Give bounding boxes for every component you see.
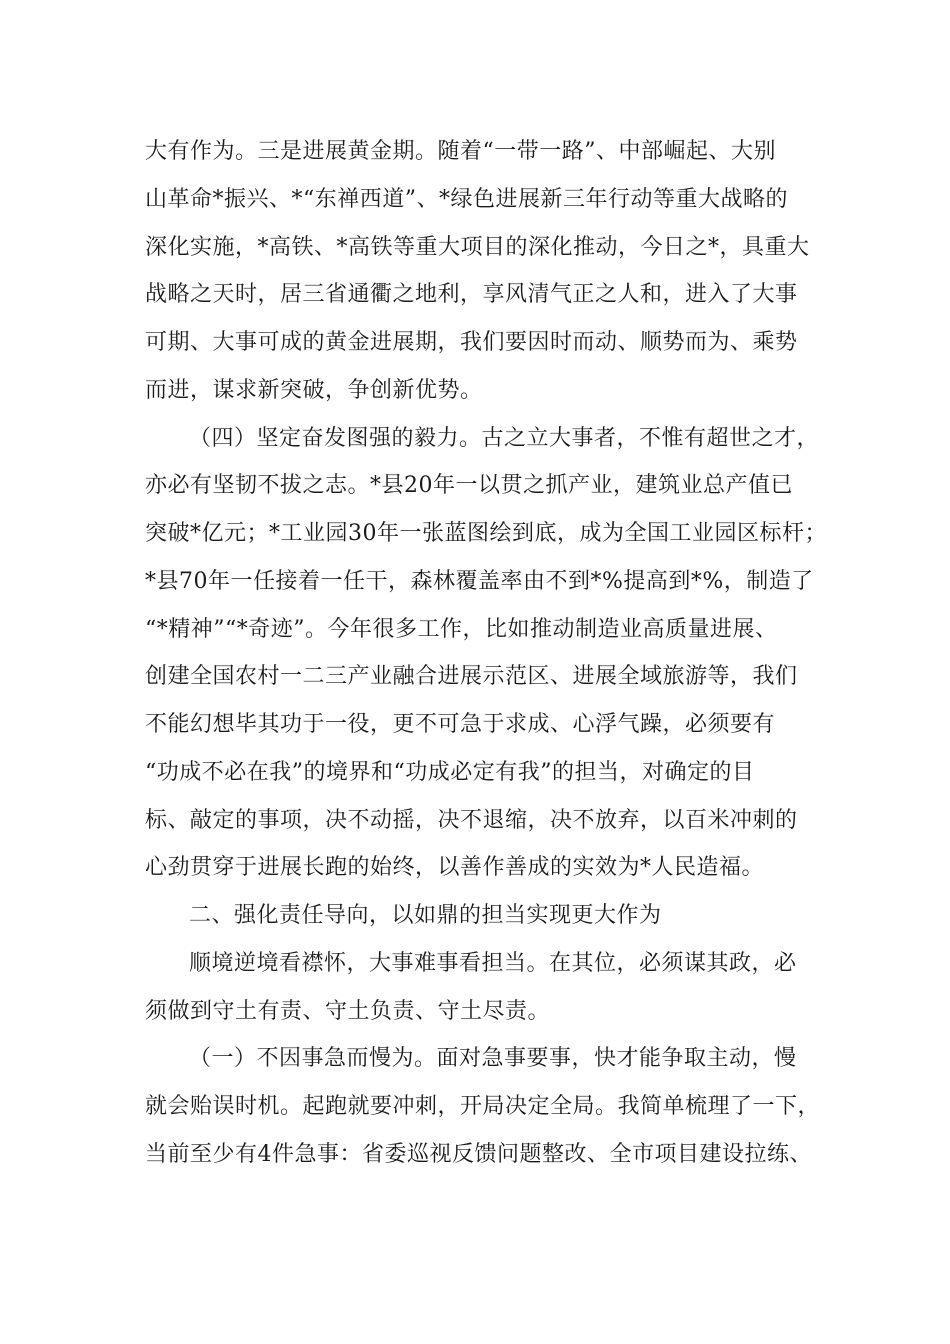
text-line: （一）不因事急而慢为。面对急事要事，快才能争取主动，慢: [189, 1046, 797, 1072]
text-line: “功成不必在我”的境界和“功成必定有我”的担当，对确定的目: [145, 759, 755, 785]
text-line: 顺境逆境看襟怀，大事难事看担当。在其位，必须谋其政，必: [189, 950, 797, 976]
text-line: 二、强化责任导向，以如鼎的担当实现更大作为: [189, 903, 662, 928]
text-line: “*精神”“*奇迹”。今年很多工作，比如推动制造业高质量进展、: [145, 616, 778, 642]
text-line: 突破*亿元；*工业园30年一张蓝图绘到底，成为全国工业园区标杆；: [145, 521, 827, 546]
text-line: 不能幻想毕其功于一役，更不可急于求成、心浮气躁，必须要有: [145, 712, 776, 737]
text-line: 而进，谋求新突破，争创新优势。: [145, 377, 483, 403]
text-line: 当前至少有4件急事：省委巡视反馈问题整改、全市项目建设拉练、: [145, 1141, 812, 1167]
text-line: 标、敲定的事项，决不动摇，决不退缩，决不放弃，以百米冲刺的: [145, 807, 798, 833]
text-line: 可期、大事可成的黄金进展期，我们要因时而动、顺势而为、乘势: [145, 330, 798, 355]
text-line: 深化实施，*高铁、*高铁等重大项目的深化推动，今日之*，具重大: [145, 234, 810, 260]
text-line: 须做到守土有责、守土负责、守土尽责。: [145, 998, 551, 1024]
text-line: 大有作为。三是进展黄金期。随着“一带一路”、中部崛起、大别: [145, 139, 776, 164]
text-line: （四）坚定奋发图强的毅力。古之立大事者，不惟有超世之才，: [189, 425, 820, 451]
text-line: 战略之天时，居三省通衢之地利，享风清气正之人和，进入了大事: [145, 282, 798, 308]
text-line: 心劲贯穿于进展长跑的始终，以善作善成的实效为*人民造福。: [145, 855, 765, 881]
text-line: 山革命*振兴、*“东禅西道”、*绿色进展新三年行动等重大战略的: [145, 186, 788, 212]
text-line: 就会贻误时机。起跑就要冲刺，开局决定全局。我简单梳理了一下，: [145, 1094, 821, 1119]
text-line: 亦必有坚韧不拔之志。*县20年一以贯之抓产业，建筑业总产值已: [145, 473, 793, 499]
text-line: *县70年一任接着一任干，森林覆盖率由不到*%提高到*%，制造了: [145, 568, 814, 594]
text-line: 创建全国农村一二三产业融合进展示范区、进展全域旅游等，我们: [145, 664, 798, 690]
body-text: [145, 128, 825, 1179]
